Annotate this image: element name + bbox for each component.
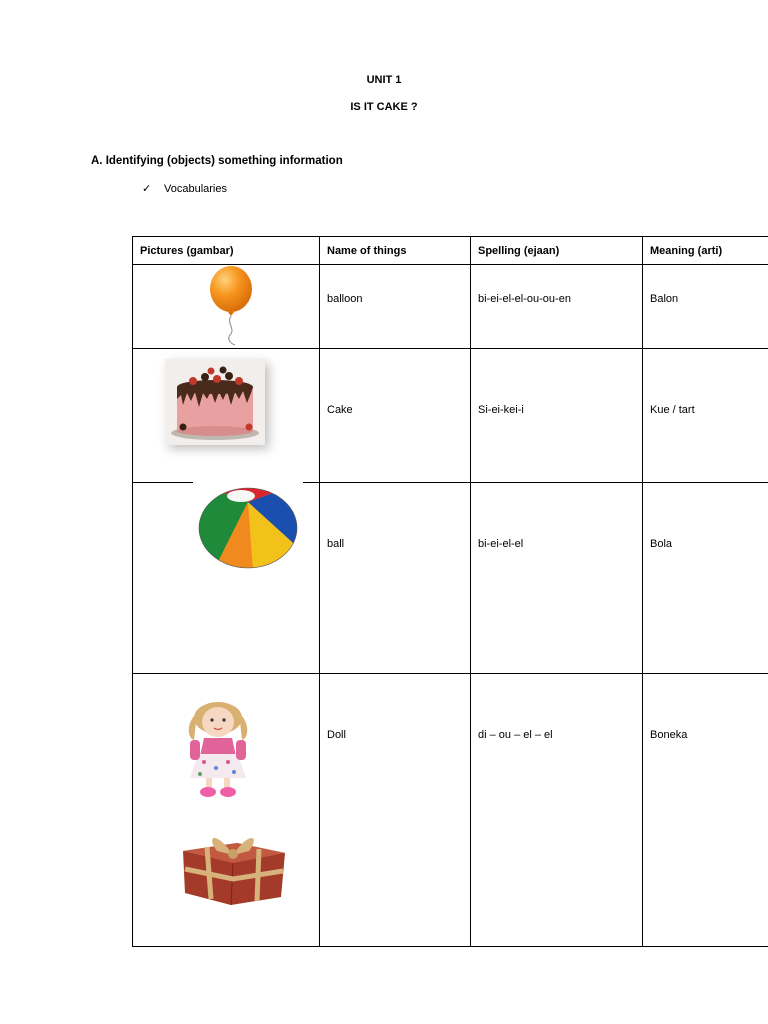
cake-image [165,359,265,445]
spelling-text: di – ou – el – el [478,729,553,741]
picture-cell [133,265,320,349]
spelling-cell [471,674,643,947]
picture-cell [133,349,320,483]
name-cell [320,265,471,349]
spelling-text: bi-ei-el-el [478,538,524,550]
name-cell [320,674,471,947]
vocabularies-bullet [142,182,227,195]
name-text: Doll [327,729,346,741]
table-row [133,265,768,349]
spelling-text: Si-ei-kei-i [478,404,524,416]
meaning-cell [643,483,768,674]
name-text: Cake [327,404,353,416]
name-cell [320,483,471,674]
meaning-cell [643,349,768,483]
vocabulary-table [132,236,768,947]
spelling-cell [471,483,643,674]
meaning-text: Kue / tart [650,404,695,416]
picture-cell [133,483,320,674]
table-row [133,349,768,483]
vocabularies-label: Vocabularies [164,183,227,195]
meaning-text: Boneka [650,729,688,741]
gift-box-image [177,821,289,907]
spelling-cell [471,349,643,483]
ball-image [193,482,303,572]
meaning-cell [643,674,768,947]
name-cell [320,349,471,483]
page-subtitle: IS IT CAKE ? [350,101,418,113]
meaning-text: Bola [650,538,673,550]
picture-cell [133,674,320,947]
spelling-text: bi-ei-el-el-ou-ou-en [478,293,571,305]
table-row [133,483,768,674]
balloon-image [180,265,281,347]
name-text: ball [327,538,345,550]
column-header-meaning: Meaning (arti) [643,237,768,265]
column-header-name: Name of things [320,237,471,265]
meaning-text: Balon [650,293,679,305]
section-heading: A. Identifying (objects) something information [91,155,343,167]
doll-image [154,696,282,801]
spelling-cell [471,265,643,349]
table-row [133,674,768,947]
unit-title: UNIT 1 [366,74,402,86]
table-header-row [133,237,768,265]
name-text: balloon [327,293,363,305]
meaning-cell [643,265,768,349]
column-header-spelling: Spelling (ejaan) [471,237,643,265]
column-header-pictures: Pictures (gambar) [133,237,320,265]
checkmark-icon: ✓ [142,183,152,195]
